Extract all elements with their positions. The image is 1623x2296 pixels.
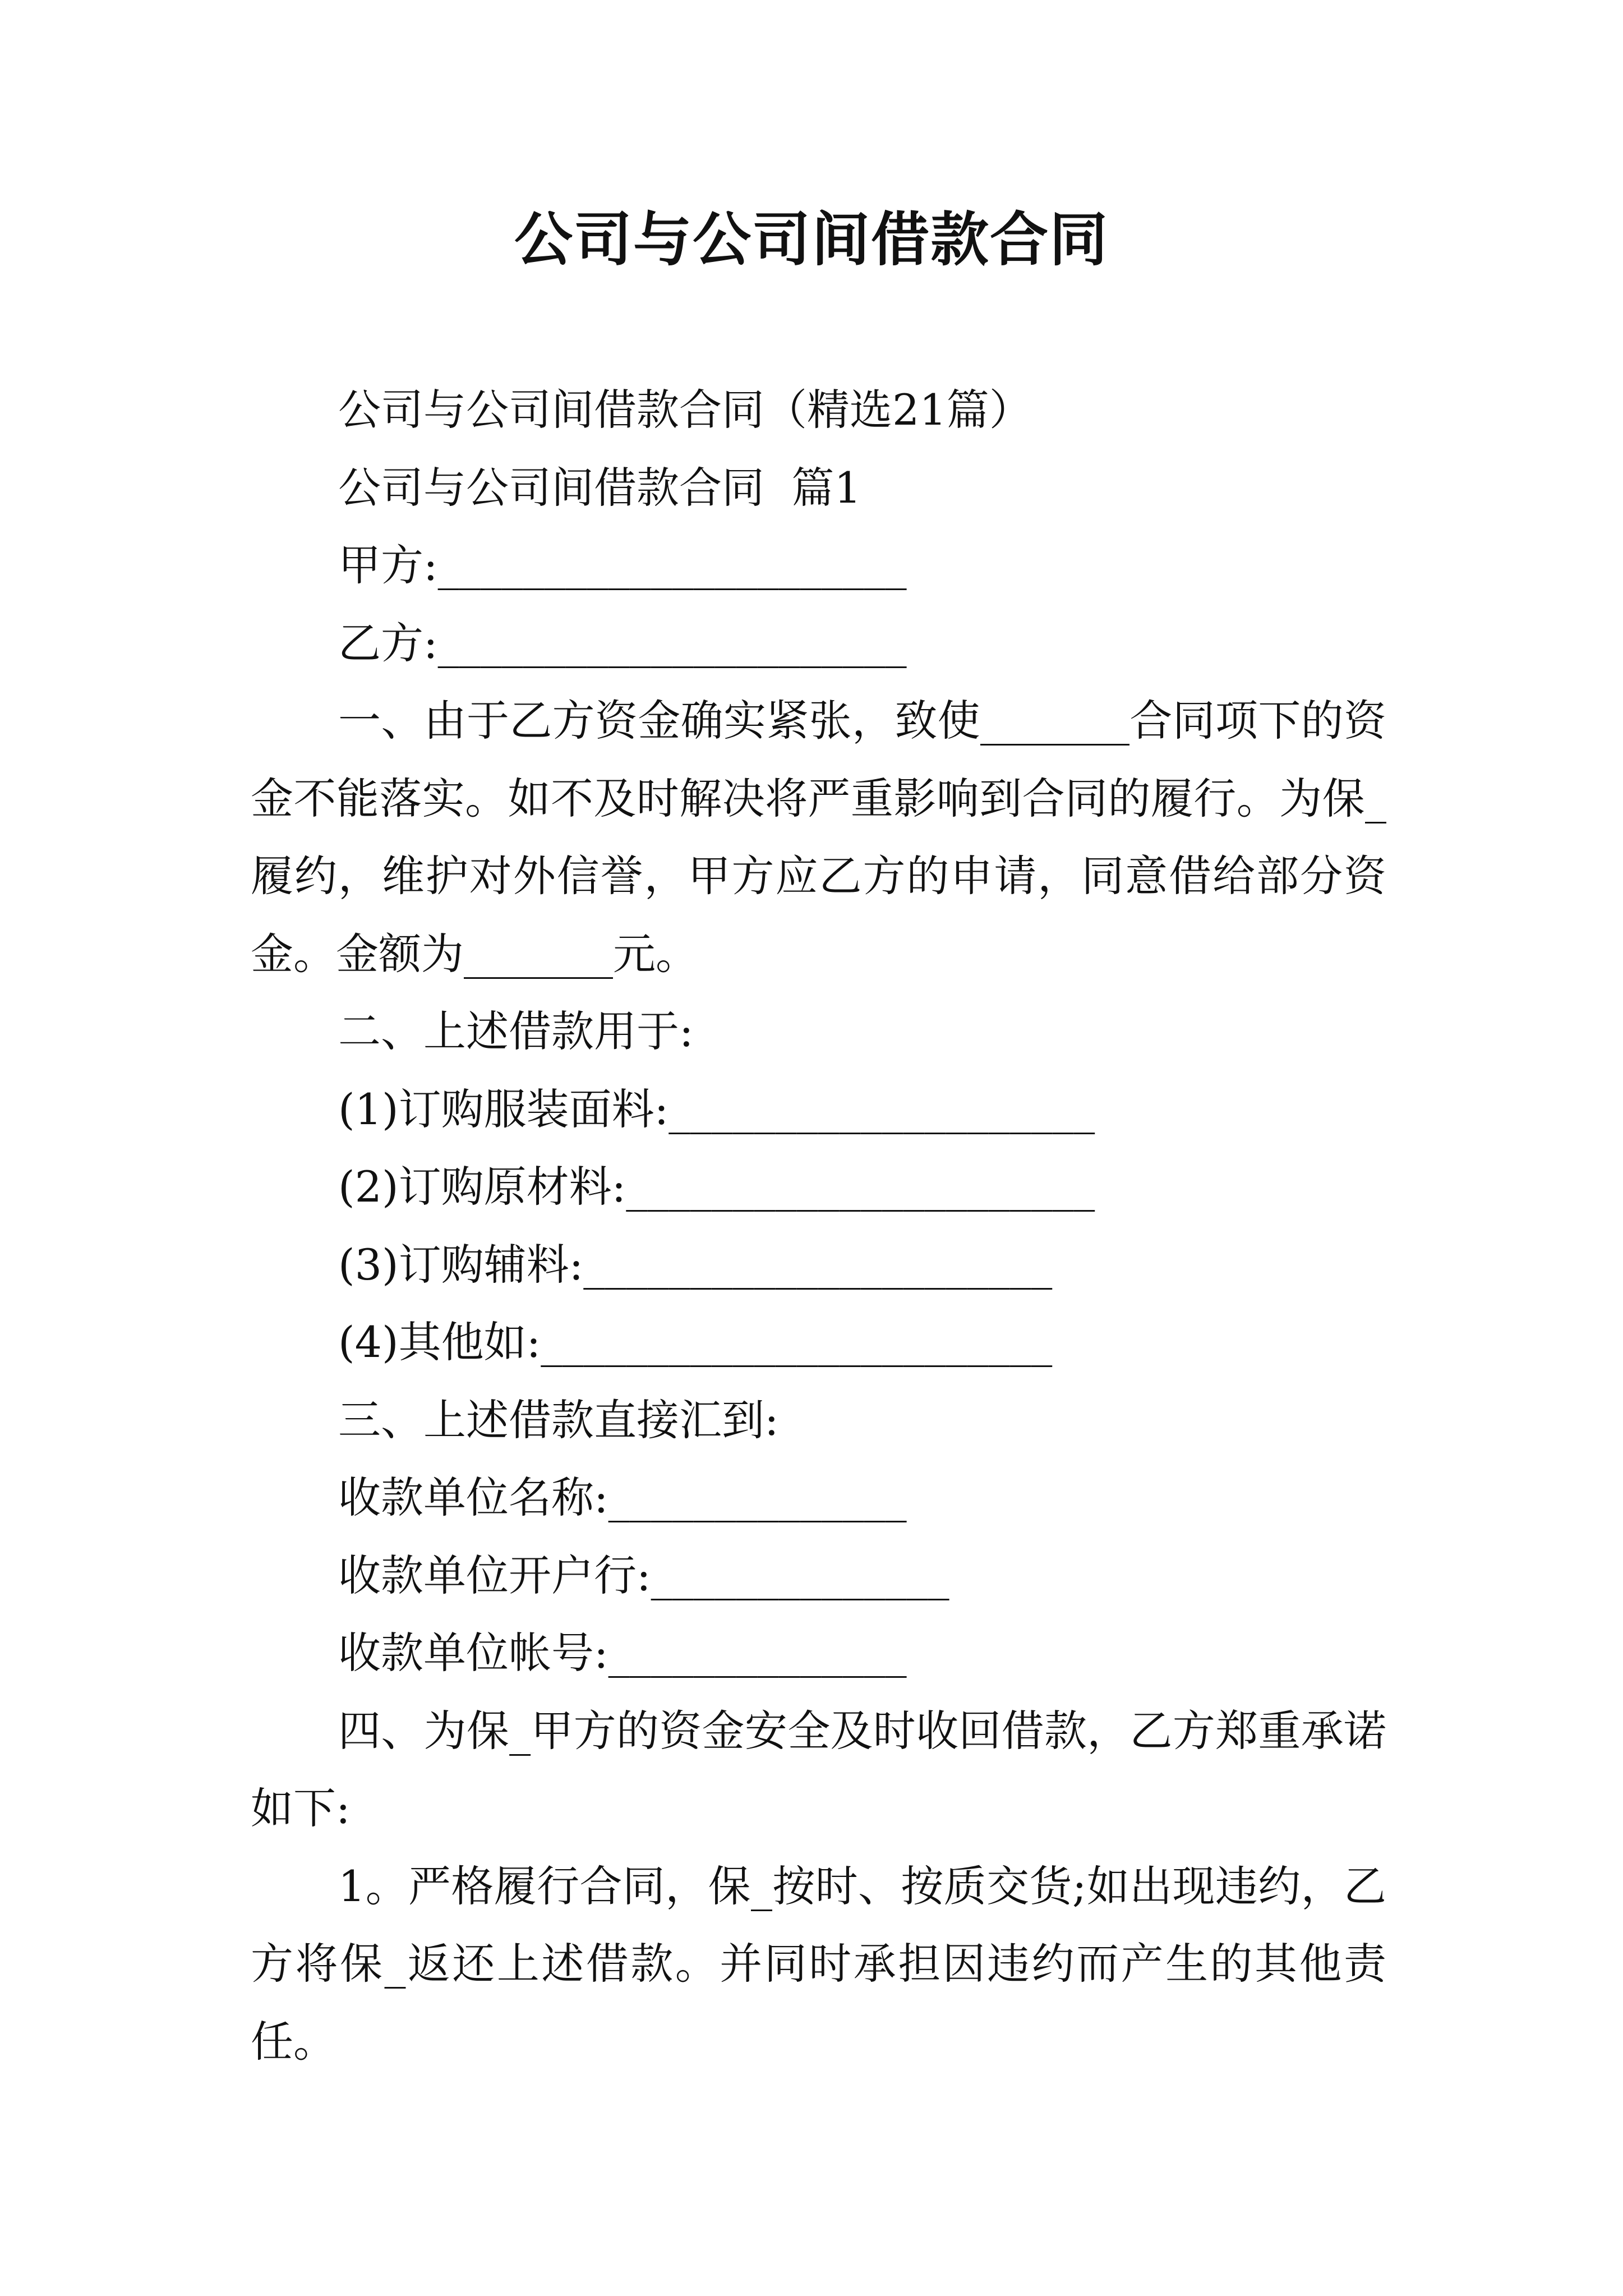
clause-2-heading: 二、上述借款用于: [338,1006,694,1056]
subtitle-paragraph: 公司与公司间借款合同（精选21篇） [338,385,1032,435]
document-title: 公司与公司间借款合同 [514,205,1109,274]
clause-1-paragraph: 一、由于乙方资金确实紧张，致使_______合同项下的资金不能落实。如不及时解决将严重影响到合同的履行。为保_履约，维护对外信誉，甲方应乙方的申请，同意借给部分资金。金额为_______元。 [251,696,1386,979]
use-item-other: (4)其他如:________________________ [338,1317,1053,1367]
clause-4-paragraph: 四、为保_甲方的资金安全及时收回借款，乙方郑重承诺如下: [251,1705,1386,1833]
use-item-fabric: (1)订购服装面料:____________________ [338,1084,1095,1134]
party-a-field: 甲方:______________________ [338,540,907,590]
use-item-accessories: (3)订购辅料:______________________ [338,1239,1053,1290]
clause-3-heading: 三、上述借款直接汇到: [338,1395,779,1445]
payee-account-field: 收款单位帐号:______________ [338,1628,907,1678]
payee-bank-field: 收款单位开户行:______________ [338,1550,949,1600]
document-body [251,371,1386,2081]
section-heading: 公司与公司间借款合同 篇1 [338,462,861,513]
use-item-raw-materials: (2)订购原材料:______________________ [338,1162,1095,1212]
commitment-1-paragraph: 1。严格履行合同，保_按时、按质交货;如出现违约，乙方将保_返还上述借款。并同时承担因违约而产生的其他责任。 [251,1861,1386,2067]
party-b-field: 乙方:______________________ [338,618,907,668]
payee-name-field: 收款单位名称:______________ [338,1473,907,1522]
